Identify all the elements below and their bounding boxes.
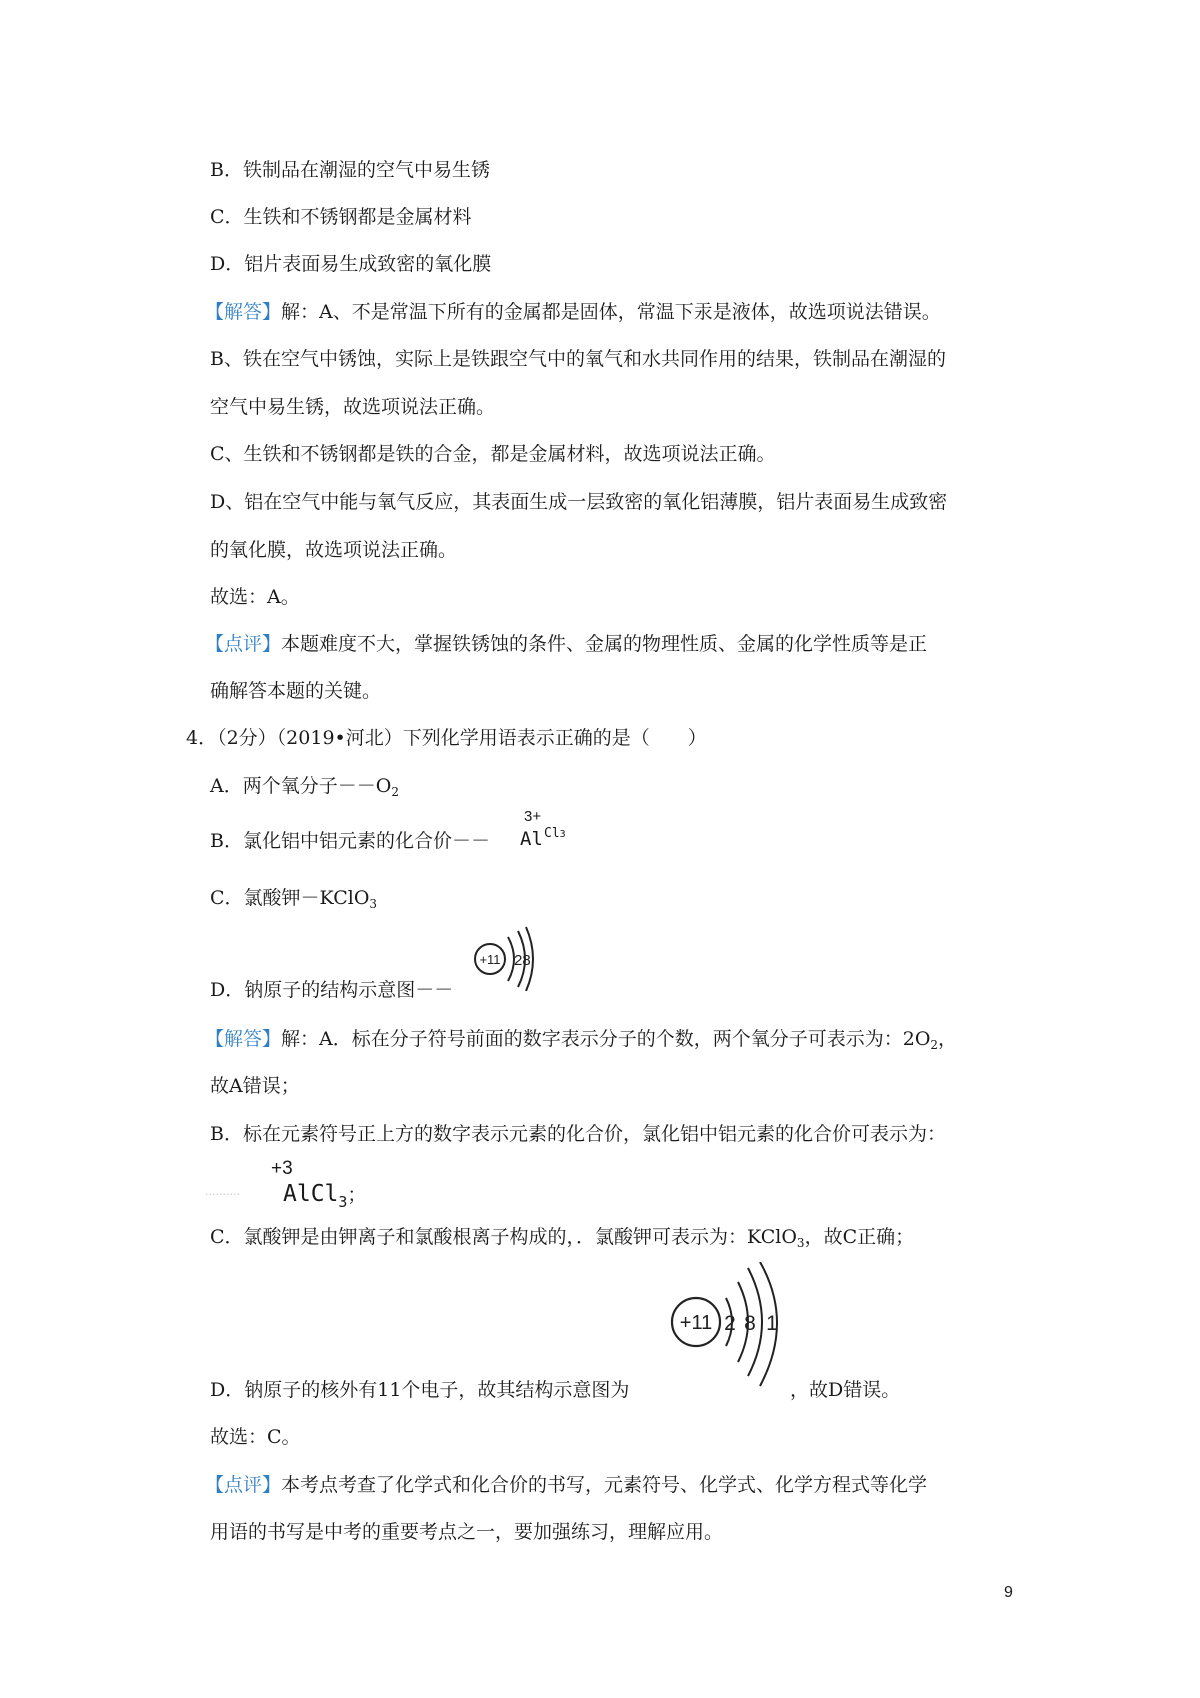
q3-option-c: C．生铁和不锈钢都是金属材料 [210, 206, 472, 228]
sodium-atom-diagram-large [668, 1262, 786, 1392]
answer-c-text: C．氯酸钾是由钾离子和氯酸根离子构成的，．氯酸钾可表示为：KClO [210, 1226, 797, 1248]
comment-text: 本考点考查了化学式和化合价的书写，元素符号、化学式、化学方程式等化学 [281, 1474, 928, 1496]
shell1-label: 2 [724, 1312, 736, 1335]
faint-artifact: ·········· [205, 1188, 240, 1201]
q4-answer-b-line1: B．标在元素符号正上方的数字表示元素的化合价，氯化铝中铝元素的化合价可表示为： [210, 1123, 946, 1145]
q3-answer-a [205, 300, 941, 324]
q3-answer-d-line1: D、铝在空气中能与氧气反应，其表面生成一层致密的氧化铝薄膜，铝片表面易生成致密 [210, 491, 948, 513]
q3-answer-b-line1: B、铁在空气中锈蚀，实际上是铁跟空气中的氧气和水共同作用的结果，铁制品在潮湿的 [210, 348, 946, 370]
q3-answer-d-line2: 的氧化膜，故选项说法正确。 [210, 539, 458, 561]
option-d-text: D．钠原子的结构示意图－－ [210, 979, 454, 1001]
answer-c-tail: ，故C正确； [804, 1226, 915, 1248]
formula-al: Al [520, 828, 543, 850]
valence-label: 3+ [524, 808, 542, 825]
answer-a-tail: ， [938, 1028, 958, 1050]
shell-label: 28 [514, 952, 531, 969]
q4-comment-line2: 用语的书写是中考的重要考点之一，要加强练习，理解应用。 [210, 1521, 724, 1543]
shell3-label: 1 [766, 1312, 778, 1335]
answer-a-sub: 2 [930, 1038, 939, 1052]
answer-c-sub: 3 [796, 1236, 805, 1250]
answer-text: 解：A、不是常温下所有的金属都是固体，常温下汞是液体，故选项说法错误。 [281, 301, 941, 323]
q3-answer-c: C、生铁和不锈钢都是铁的合金，都是金属材料，故选项说法正确。 [210, 443, 776, 465]
valence-label: +3 [271, 1158, 293, 1179]
q4-stem: 4．（2分）（2019•河北）下列化学用语表示正确的是（ ） [186, 727, 707, 749]
q4-answer-d-tail: ，故D错误。 [790, 1379, 901, 1401]
option-b-text: B．氯化铝中铝元素的化合价－－ [210, 830, 490, 852]
q4-answer-d: D．钠原子的核外有11个电子，故其结构示意图为 [210, 1379, 630, 1401]
q4-option-b [210, 829, 490, 853]
answer-tag: 【解答】 [205, 1028, 282, 1050]
formula-alcl: AlCl$_3$； [283, 1181, 367, 1211]
q4-answer-b-formula [205, 1158, 405, 1210]
q3-option-b: B．铁制品在潮湿的空气中易生锈 [210, 159, 490, 181]
q4-option-d [210, 978, 453, 1002]
q4-option-a [210, 774, 399, 804]
comment-text: 本题难度不大，掌握铁锈蚀的条件、金属的物理性质、金属的化学性质等是正 [281, 633, 928, 655]
comment-tag: 【点评】 [205, 1474, 282, 1496]
shell2-label: 8 [744, 1312, 756, 1335]
q4-option-c [210, 886, 377, 916]
q3-answer-b-line2: 空气中易生锈，故选项说法正确。 [210, 396, 496, 418]
q4-answer-c [210, 1225, 914, 1255]
q4-answer-a-line1 [205, 1027, 957, 1057]
sodium-atom-diagram-small [470, 925, 540, 991]
q3-choice: 故选：A。 [210, 586, 300, 608]
option-a-sub: 2 [391, 785, 399, 799]
nucleus-label: +11 [479, 952, 501, 967]
answer-tag: 【解答】 [205, 301, 282, 323]
formula-cl: Cl3 [544, 826, 566, 841]
option-a-text: A．两个氧分子－－O [210, 775, 392, 797]
q4-choice: 故选：C。 [210, 1426, 301, 1448]
q4-comment-line1 [205, 1473, 927, 1497]
comment-tag: 【点评】 [205, 633, 282, 655]
option-c-text: C．氯酸钾－KClO [210, 887, 370, 909]
q3-comment-line1 [205, 632, 927, 656]
q4-answer-a-line2: 故A错误； [210, 1075, 300, 1097]
page-number: 9 [1004, 1584, 1013, 1601]
q3-comment-line2: 确解答本题的关键。 [210, 680, 382, 702]
q3-option-d: D．铝片表面易生成致密的氧化膜 [210, 253, 492, 275]
q4-option-b-formula [520, 808, 600, 858]
answer-a-text: 解：A．标在分子符号前面的数字表示分子的个数，两个氧分子可表示为：2O [281, 1028, 931, 1050]
nucleus-label: +11 [679, 1312, 713, 1334]
option-c-sub: 3 [369, 897, 378, 911]
